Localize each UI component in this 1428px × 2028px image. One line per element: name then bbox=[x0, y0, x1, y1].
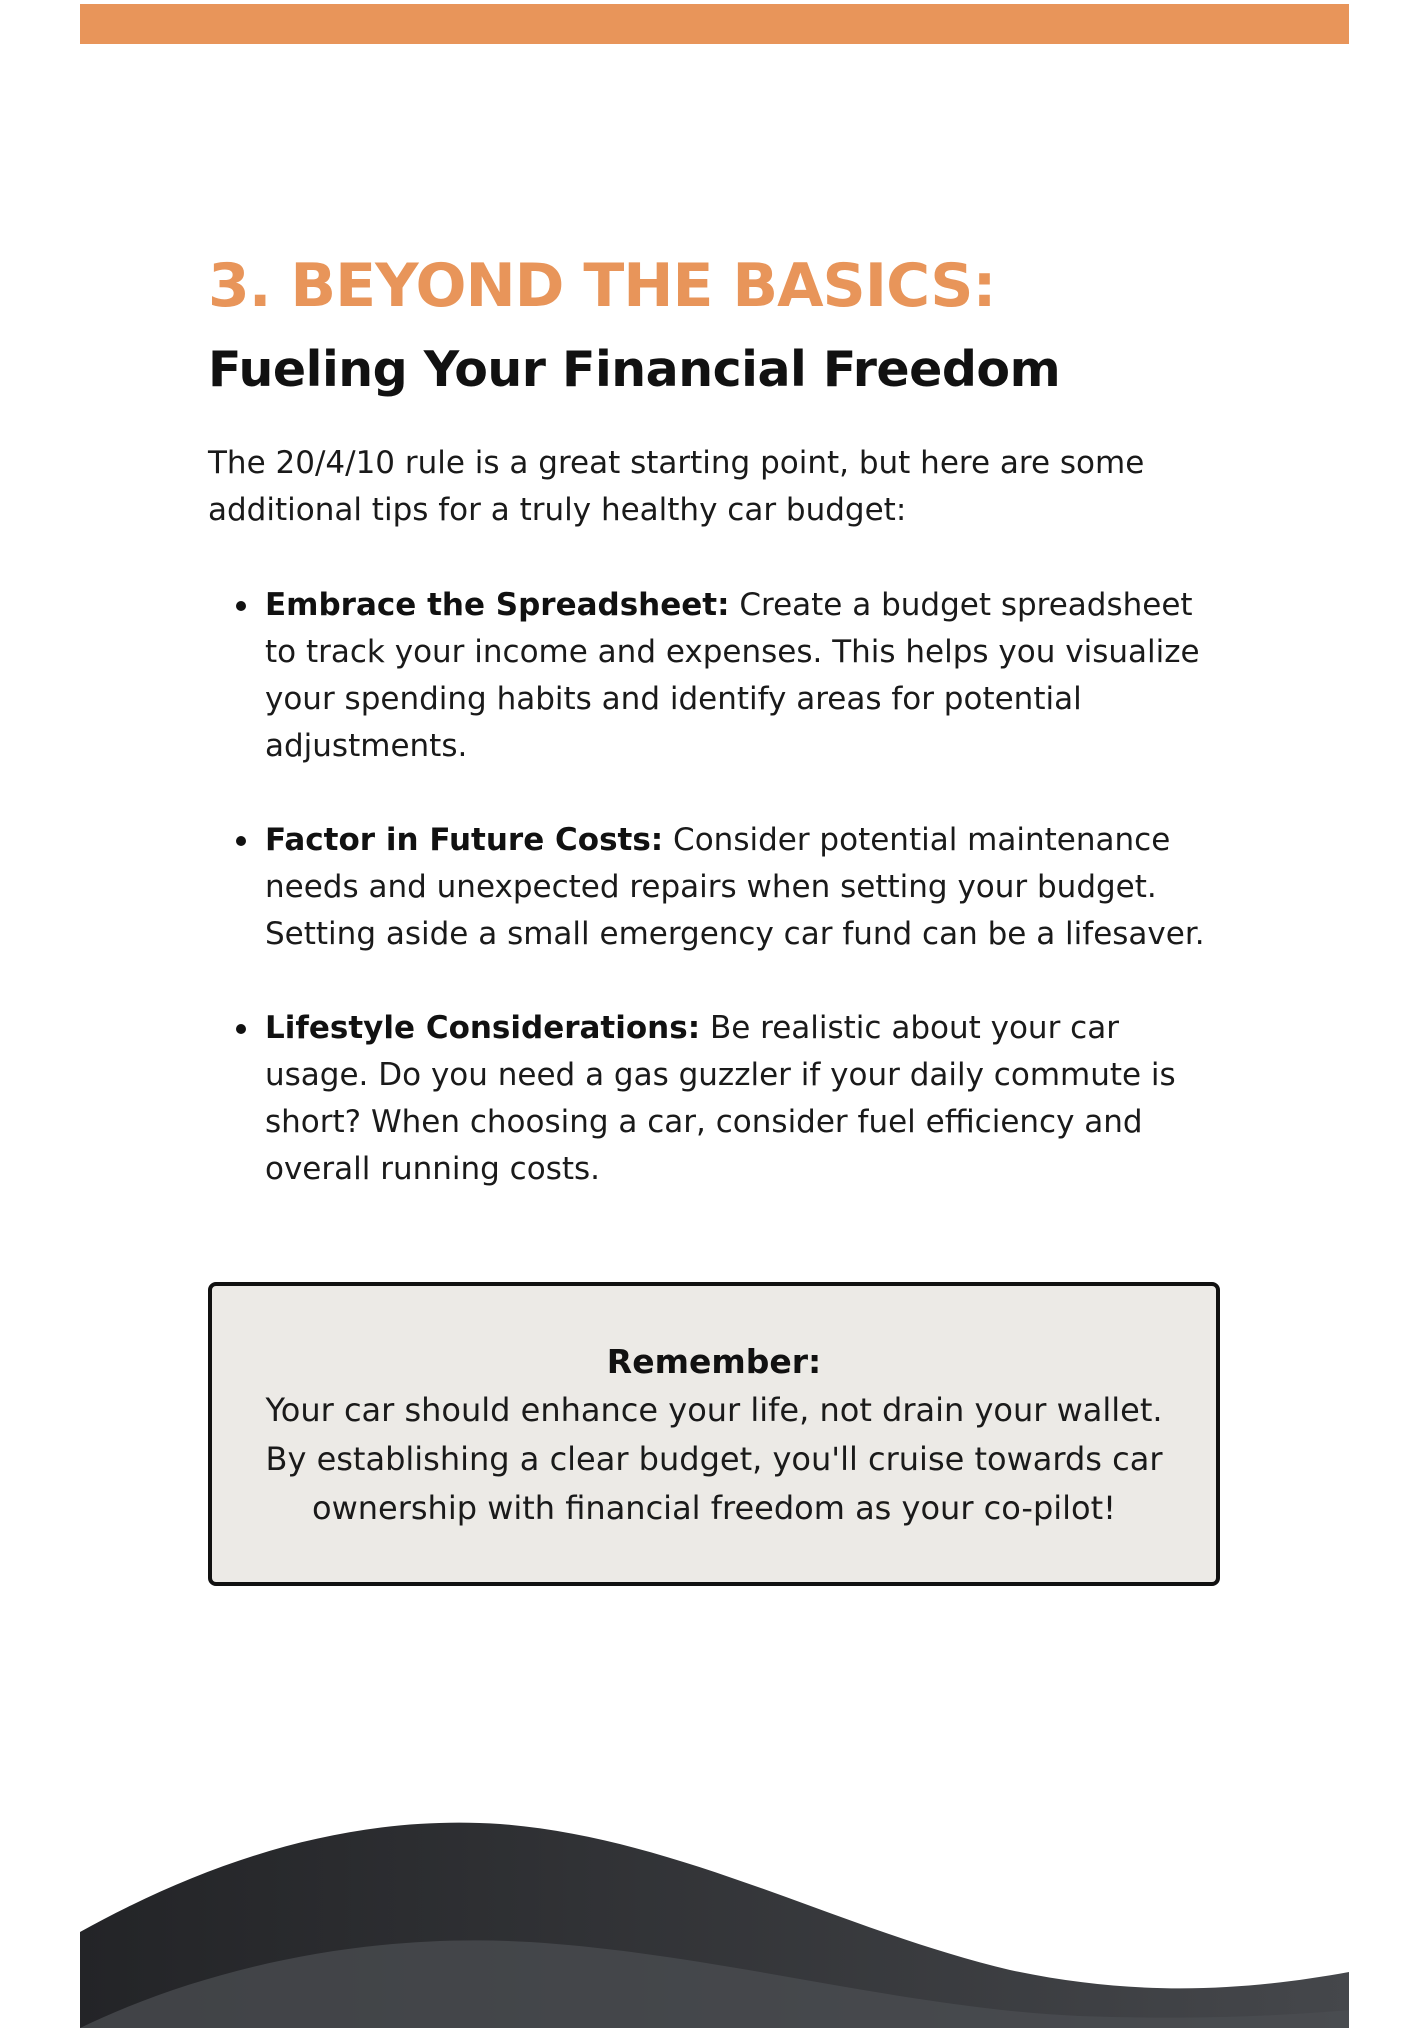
list-item bbox=[208, 582, 1225, 770]
tip-text: Consider potential maintenance needs and unexpected repairs when setting your budget. Setting aside a small emergency car fund can be a lifesaver. bbox=[265, 822, 1205, 952]
tip-title: Lifestyle Considerations: bbox=[265, 1010, 701, 1046]
bullet-icon bbox=[236, 836, 246, 846]
tip-text: Create a budget spreadsheet to track your income and expenses. This helps you visualize your spending habits and identify areas for potential adjustments. bbox=[265, 587, 1200, 764]
tips-list bbox=[208, 582, 1228, 1193]
bullet-icon bbox=[236, 1024, 246, 1034]
tip-text: Be realistic about your car usage. Do you need a gas guzzler if your daily commute is short? When choosing a car, consider fuel efficiency and overall running costs. bbox=[265, 1010, 1176, 1187]
callout-title: Remember: bbox=[606, 1342, 822, 1381]
reminder-callout bbox=[208, 1282, 1220, 1586]
main-content bbox=[208, 240, 1228, 1240]
list-item bbox=[208, 817, 1225, 958]
intro-paragraph: The 20/4/10 rule is a great starting point, but here are some additional tips for a truly healthy car budget: bbox=[208, 445, 1145, 528]
footer-wave-graphic bbox=[80, 1820, 1349, 2028]
top-accent-bar bbox=[80, 4, 1349, 44]
tip-title: Factor in Future Costs: bbox=[265, 822, 664, 858]
tip-title: Embrace the Spreadsheet: bbox=[265, 587, 730, 623]
list-item bbox=[208, 1005, 1225, 1193]
section-subheading: Fueling Your Financial Freedom bbox=[208, 341, 1061, 398]
bullet-icon bbox=[236, 601, 246, 611]
callout-body: Your car should enhance your life, not drain your wallet. By establishing a clear budget, you'll cruise towards car ownership with financial freedom as your co-pilot! bbox=[265, 1391, 1163, 1527]
section-heading: 3. BEYOND THE BASICS: bbox=[208, 251, 996, 321]
